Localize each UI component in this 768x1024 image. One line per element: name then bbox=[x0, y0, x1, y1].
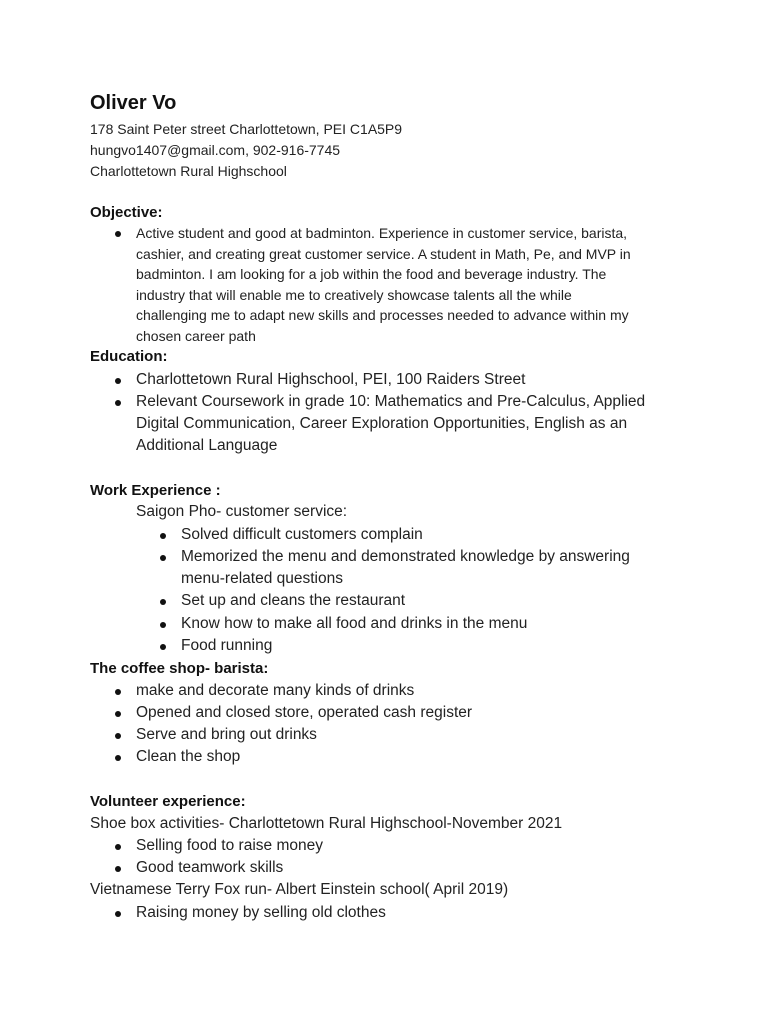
bullet-icon bbox=[115, 866, 121, 872]
objective-line: chosen career path bbox=[136, 328, 256, 344]
job-title: Saigon Pho- customer service: bbox=[136, 503, 348, 520]
job-duty-line: menu-related questions bbox=[181, 570, 343, 587]
job-duty: Opened and closed store, operated cash register bbox=[136, 704, 473, 721]
education-item: Relevant Coursework in grade 10: Mathematics and Pre-Calculus, Applied bbox=[136, 393, 646, 410]
bullet-icon bbox=[160, 622, 166, 628]
volunteer-activity: Shoe box activities- Charlottetown Rural Highschool-November 2021 bbox=[90, 815, 563, 832]
work-heading: Work Experience : bbox=[90, 482, 221, 499]
education-item-line: Digital Communication, Career Exploration Opportunities, English as an bbox=[136, 415, 628, 432]
bullet-icon bbox=[160, 555, 166, 561]
volunteer-item: Selling food to raise money bbox=[136, 837, 323, 854]
education-item: Charlottetown Rural Highschool, PEI, 100 Raiders Street bbox=[136, 371, 526, 388]
job-duty: Solved difficult customers complain bbox=[181, 526, 423, 543]
objective-line: industry that will enable me to creatively showcase talents all the while bbox=[136, 287, 572, 303]
bullet-icon bbox=[115, 689, 121, 695]
job-duty: Food running bbox=[181, 637, 273, 654]
bullet-icon bbox=[115, 400, 121, 406]
resume-name: Oliver Vo bbox=[90, 92, 177, 114]
job-duty: Serve and bring out drinks bbox=[136, 726, 317, 743]
bullet-icon bbox=[115, 733, 121, 739]
volunteer-item: Good teamwork skills bbox=[136, 859, 284, 876]
bullet-icon bbox=[115, 711, 121, 717]
volunteer-item: Raising money by selling old clothes bbox=[136, 904, 386, 921]
bullet-icon bbox=[115, 755, 121, 761]
objective-line: cashier, and creating great customer service. A student in Math, Pe, and MVP in bbox=[136, 246, 631, 262]
education-item-line: Additional Language bbox=[136, 437, 278, 454]
education-heading: Education: bbox=[90, 348, 168, 365]
contact-school: Charlottetown Rural Highschool bbox=[90, 163, 287, 179]
objective-heading: Objective: bbox=[90, 204, 163, 221]
job-title: The coffee shop- barista: bbox=[90, 660, 269, 677]
job-duty: Clean the shop bbox=[136, 748, 241, 765]
contact-email-phone: hungvo1407@gmail.com, 902-916-7745 bbox=[90, 142, 341, 158]
bullet-icon bbox=[115, 231, 121, 237]
job-duty: make and decorate many kinds of drinks bbox=[136, 682, 415, 699]
bullet-icon bbox=[160, 644, 166, 650]
objective-line: challenging me to adapt new skills and processes needed to advance within my bbox=[136, 307, 629, 323]
contact-address: 178 Saint Peter street Charlottetown, PEI C1A5P9 bbox=[90, 121, 403, 137]
job-duty: Know how to make all food and drinks in the menu bbox=[181, 615, 528, 632]
bullet-icon bbox=[115, 844, 121, 850]
volunteer-heading: Volunteer experience: bbox=[90, 793, 246, 810]
objective-line: badminton. I am looking for a job within the food and beverage industry. The bbox=[136, 266, 607, 282]
objective-line: Active student and good at badminton. Experience in customer service, barista, bbox=[136, 225, 628, 241]
volunteer-activity: Vietnamese Terry Fox run- Albert Einstein school( April 2019) bbox=[90, 881, 509, 898]
bullet-icon bbox=[160, 533, 166, 539]
job-duty: Memorized the menu and demonstrated knowledge by answering bbox=[181, 548, 630, 565]
bullet-icon bbox=[160, 599, 166, 605]
bullet-icon bbox=[115, 378, 121, 384]
bullet-icon bbox=[115, 911, 121, 917]
job-duty: Set up and cleans the restaurant bbox=[181, 592, 406, 609]
